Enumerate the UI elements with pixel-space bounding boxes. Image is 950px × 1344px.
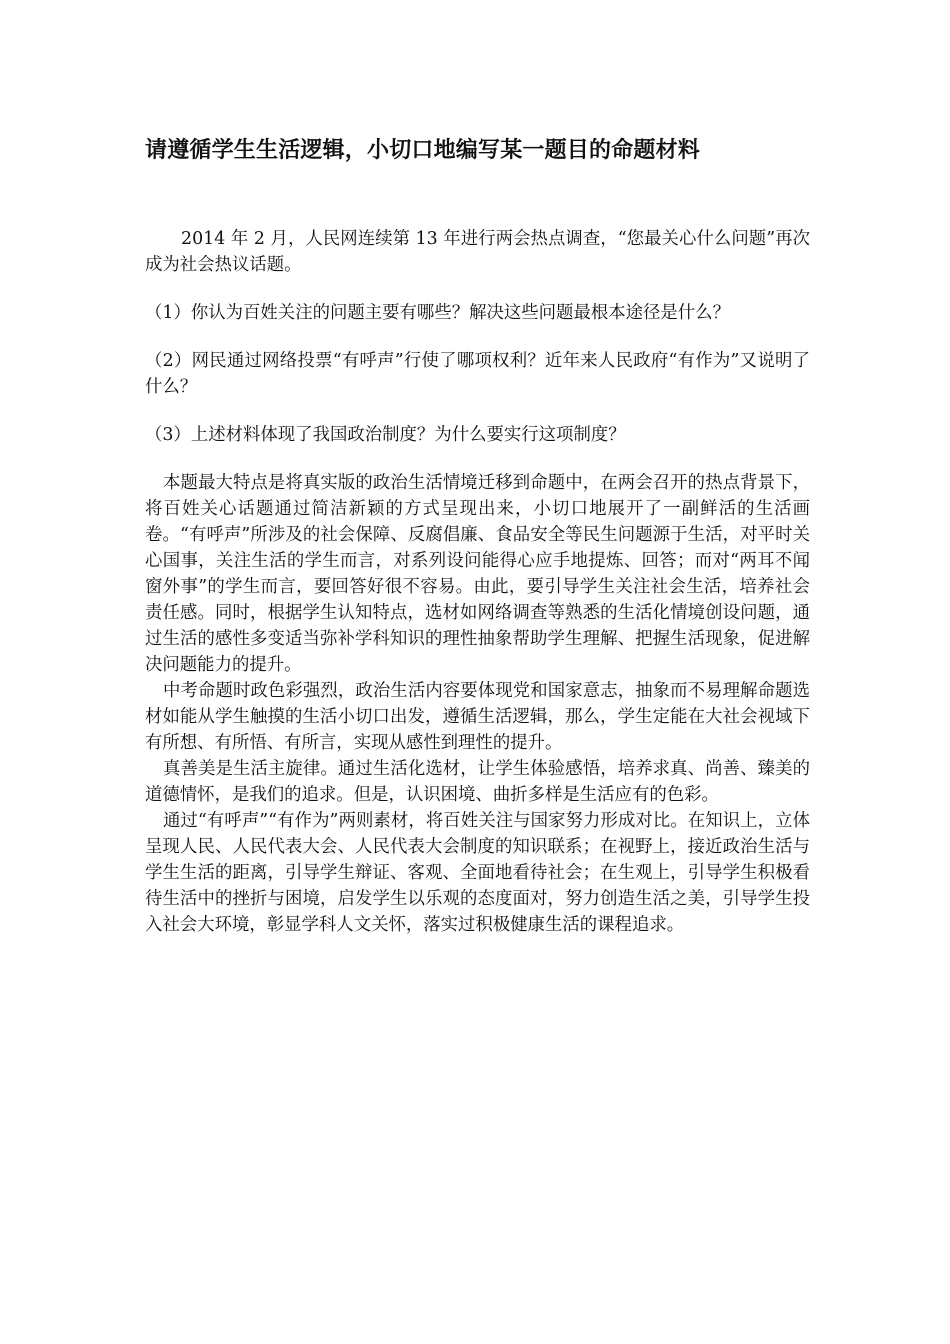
question-2: （2）网民通过网络投票“有呼声”行使了哪项权利？近年来人民政府“有作为”又说明了什么？	[145, 351, 810, 397]
analysis-paragraph-3: 真善美是生活主旋律。通过生活化选材，让学生体验感悟，培养求真、尚善、臻美的道德情怀，是我们的追求。但是，认识困境、曲折多样是生活应有的色彩。	[145, 759, 810, 805]
intro-paragraph: 2014 年 2 月，人民网连续第 13 年进行两会热点调查，“您最关心什么问题”再次成为社会热议话题。	[145, 229, 810, 275]
question-3: （3）上述材料体现了我国政治制度？为什么要实行这项制度？	[145, 425, 626, 445]
analysis-paragraph-2: 中考命题时政色彩强烈，政治生活内容要体现党和国家意志，抽象而不易理解命题选 材如能从学生触摸的生活小切口出发，遵循生活逻辑，那么，学生定能在大社会视域下有所想、有所悟、有所言，实现从感性到理性的提升。	[145, 681, 810, 753]
document-title: 请遵循学生生活逻辑，小切口地编写某一题目的命题材料	[145, 138, 701, 163]
analysis-paragraph-1: 本题最大特点是将真实版的政治生活情境迁移到命题中，在两会召开的热点背景下，将百姓关心话题通过简洁新颖的方式呈现出来，小切口地展开了一副鲜活的生活画卷。“有呼声”所涉及的社会保障、反腐倡廉、食品安全等民生问题源于生活，对平时关心国事，关注生活的学生而言，对系列设问能得心应手地提炼、回答；而对“两耳不闻窗外事”的学生而言，要回答好很不容易。由此，要引导学生关注社会生活，培养社会责任感。同时，根据学生认知特点，选材如网络调查等熟悉的生活化情境创设问题，通过生活的感性多变适当弥补学科知识的理性抽象帮助学生理解、把握生活现象，促进解决问题能力的提升。	[145, 473, 810, 675]
analysis-paragraph-4: 通过“有呼声”“有作为”两则素材，将百姓关注与国家努力形成对比。在知识上，立体呈现人民、人民代表大会、人民代表大会制度的知识联系；在视野上，接近政治生活与学生生活的距离，引导学生辩证、客观、全面地看待社会；在生观上，引导学生积极看待生活中的挫折与困境，启发学生以乐观的态度面对，努力创造生活之美，引导学生投入社会大环境，彰显学科人文关怀，落实过积极健康生活的课程追求。	[145, 811, 810, 935]
question-1: （1）你认为百姓关注的问题主要有哪些？解决这些问题最根本途径是什么？	[145, 303, 730, 323]
document-body	[145, 226, 810, 938]
